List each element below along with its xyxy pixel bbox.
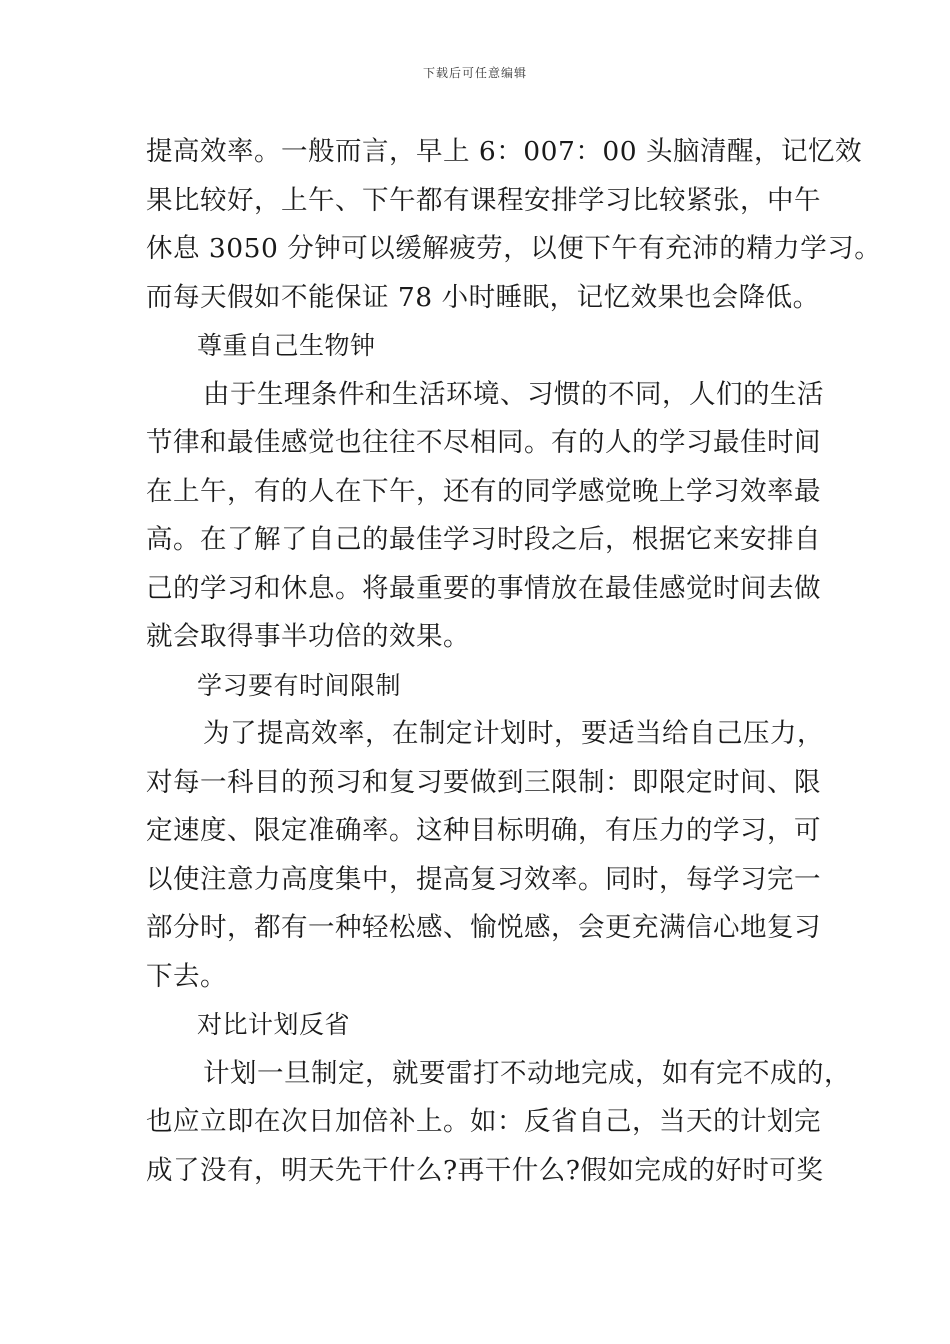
text-line: 己的学习和休息。将最重要的事情放在最佳感觉时间去做	[146, 572, 821, 604]
section-heading: 尊重自己生物钟	[197, 331, 376, 360]
text-line: 定速度、限定准确率。这种目标明确，有压力的学习，可	[146, 815, 821, 846]
text-line: 高。在了解了自己的最佳学习时段之后，根据它来安排自	[146, 524, 821, 555]
text-line: 以使注意力高度集中，提高复习效率。同时，每学习完一	[146, 863, 821, 895]
text-line: 而每天假如不能保证 78 小时睡眠，记忆效果也会降低。	[146, 281, 820, 313]
section-heading: 学习要有时间限制	[197, 670, 402, 700]
paragraph	[146, 710, 826, 1001]
section-heading: 对比计划反省	[197, 1010, 351, 1039]
text-line: 下去。	[146, 960, 227, 992]
text-line: 休息 3050 分钟可以缓解疲劳，以便下午有充沛的精力学习。	[146, 233, 882, 264]
text-line: 节律和最佳感觉也往往不尽相同。有的人的学习最佳时间	[146, 427, 821, 458]
text-line: 成了没有，明天先干什么?再干什么?假如完成的好时可奖	[146, 1154, 824, 1186]
paragraph	[146, 128, 882, 322]
document-body	[146, 128, 882, 1195]
paragraph	[146, 1050, 851, 1196]
text-line: 由于生理条件和生活环境、习惯的不同，人们的生活	[203, 378, 824, 410]
text-line: 也应立即在次日加倍补上。如：反省自己，当天的计划完	[146, 1106, 821, 1137]
text-line: 在上午，有的人在下午，还有的同学感觉晚上学习效率最	[146, 475, 821, 507]
text-line: 部分时，都有一种轻松感、愉悦感，会更充满信心地复习	[146, 912, 821, 943]
text-line: 计划一旦制定，就要雷打不动地完成，如有完不成的，	[203, 1057, 851, 1089]
text-line: 为了提高效率，在制定计划时，要适当给自己压力，	[203, 718, 824, 749]
paragraph	[146, 371, 826, 662]
text-line: 对每一科目的预习和复习要做到三限制：即限定时间、限	[146, 766, 821, 798]
text-line: 就会取得事半功倍的效果。	[146, 621, 470, 652]
page-header: 下载后可任意编辑	[422, 66, 527, 80]
text-line: 提高效率。一般而言，早上 6：007：00 头脑清醒，记忆效	[146, 136, 863, 167]
text-line: 果比较好，上午、下午都有课程安排学习比较紧张，中午	[146, 184, 821, 216]
